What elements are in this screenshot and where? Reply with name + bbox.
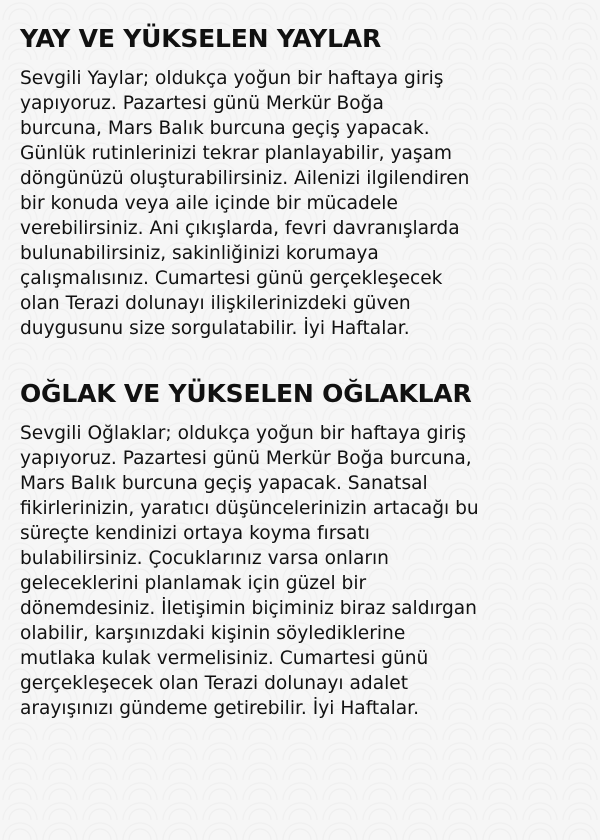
body-line: arayışınızı gündeme getirebilir. İyi Haftalar. bbox=[20, 698, 420, 719]
body-line: Günlük rutinlerinizi tekrar planlayabilir, yaşam bbox=[20, 143, 453, 164]
body-line: bulunabilirsiniz, sakinliğinizi korumaya bbox=[20, 243, 379, 264]
body-line: fikirlerinizin, yaratıcı düşüncelerinizin artacağı bu bbox=[20, 498, 479, 519]
body-line: çalışmalısınız. Cumartesi günü gerçekleşecek bbox=[20, 268, 443, 289]
body-line: olan Terazi dolunayı ilişkilerinizdeki güven bbox=[20, 293, 411, 314]
section-heading: OĞLAK VE YÜKSELEN OĞLAKLAR bbox=[20, 379, 472, 408]
section-body bbox=[20, 421, 580, 721]
sagittarius-section bbox=[20, 24, 580, 341]
body-line: döngünüzü oluşturabilirsiniz. Ailenizi ilgilendiren bbox=[20, 168, 470, 189]
body-line: Sevgili Oğlaklar; oldukça yoğun bir haftaya giriş bbox=[20, 423, 467, 444]
capricorn-section bbox=[20, 379, 580, 721]
body-line: bir konuda veya aile içinde bir mücadele bbox=[20, 193, 398, 214]
body-line: burcuna, Mars Balık burcuna geçiş yapacak. bbox=[20, 118, 430, 139]
section-heading: YAY VE YÜKSELEN YAYLAR bbox=[20, 24, 381, 53]
body-line: verebilirsiniz. Ani çıkışlarda, fevri davranışlarda bbox=[20, 218, 460, 239]
body-line: yapıyoruz. Pazartesi günü Merkür Boğa burcuna, bbox=[20, 448, 472, 469]
body-line: Mars Balık burcuna geçiş yapacak. Sanatsal bbox=[20, 473, 428, 494]
body-line: olabilir, karşınızdaki kişinin söylediklerine bbox=[20, 623, 406, 644]
body-line: geleceklerini planlamak için güzel bir bbox=[20, 573, 367, 594]
body-line: Sevgili Yaylar; oldukça yoğun bir haftaya giriş bbox=[20, 68, 444, 89]
body-line: dönemdesiniz. İletişimin biçiminiz biraz saldırgan bbox=[20, 598, 477, 619]
body-line: gerçekleşecek olan Terazi dolunayı adalet bbox=[20, 673, 408, 694]
body-line: yapıyoruz. Pazartesi günü Merkür Boğa bbox=[20, 93, 384, 114]
section-body bbox=[20, 66, 580, 341]
body-line: mutlaka kulak vermelisiniz. Cumartesi günü bbox=[20, 648, 429, 669]
body-line: duygusunu size sorgulatabilir. İyi Haftalar. bbox=[20, 318, 410, 339]
body-line: süreçte kendinizi ortaya koyma fırsatı bbox=[20, 523, 370, 544]
body-line: bulabilirsiniz. Çocuklarınız varsa onların bbox=[20, 548, 389, 569]
